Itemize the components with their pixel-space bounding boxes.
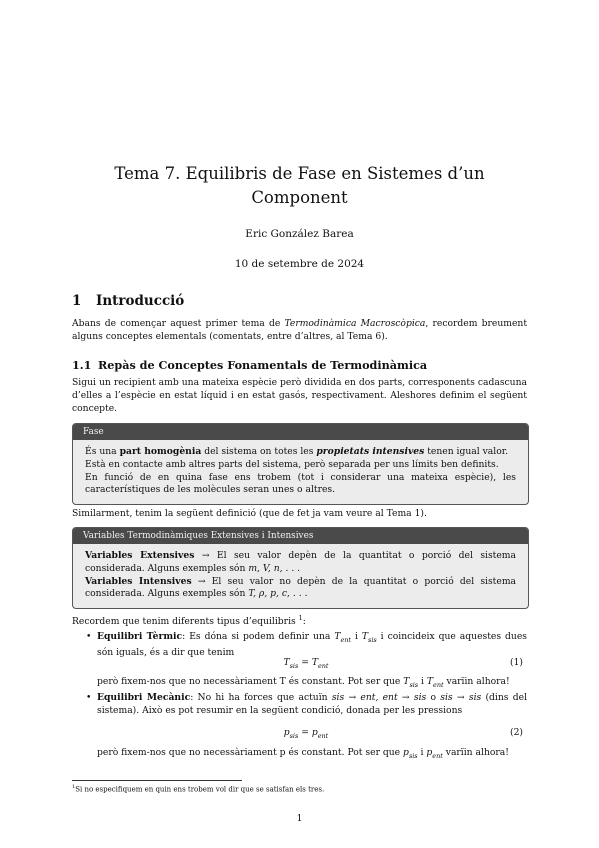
- math-sub: ent: [317, 661, 329, 670]
- math-sub: ent: [433, 680, 444, 689]
- paragraph-recordem: [72, 612, 527, 629]
- equals: =: [298, 657, 312, 668]
- equation-number: (2): [510, 727, 524, 738]
- bullet-dot: •: [86, 631, 92, 642]
- math-sub: ent: [432, 751, 443, 760]
- math-text: T: [334, 631, 341, 642]
- box-line-extensive: [85, 550, 516, 576]
- text: i: [417, 747, 427, 758]
- text: i: [351, 631, 362, 642]
- text: És una: [85, 446, 120, 457]
- text: (dins del sistema). Això es pot resumir en la següent condició, donada per les pressions: [97, 692, 528, 716]
- math-text: T: [311, 657, 318, 668]
- text: Abans de començar aquest primer tema de: [72, 318, 285, 329]
- box-line: Està en contacte amb altres parts del sistema, però separada per uns límits ben definits.: [85, 458, 499, 470]
- bold-text: Variables Extensives: [85, 550, 195, 561]
- box-line: En funció de en quina fase ens trobem (tot i considerar una mateixa espècie), les característiques de les molècules seran unes o altres.: [85, 471, 516, 496]
- equation-number: (1): [510, 657, 524, 668]
- text: varïin alhora!: [442, 747, 509, 758]
- section-title: Introducció: [96, 293, 185, 309]
- math-sub: ent: [317, 731, 329, 740]
- footnote-mark: 1: [72, 784, 76, 790]
- subsection-heading: [72, 358, 427, 372]
- text: . . .: [282, 562, 301, 574]
- text: Recordem que tenim diferents tipus d’equilibris: [72, 616, 299, 628]
- text: però fixem-nos que no necessàriament T és constant. Pot ser que: [97, 676, 404, 687]
- math-text: sis → ent, ent → sis: [331, 692, 427, 703]
- math-text: p: [403, 747, 409, 758]
- math-text: sis → sis: [440, 692, 482, 703]
- box-body: [73, 544, 528, 607]
- page-number: 1: [296, 813, 303, 824]
- bullet-equilibri-mecanic: [97, 692, 527, 718]
- bold-italic-text: propietats intensives: [316, 446, 425, 457]
- footnote-rule: [72, 780, 242, 781]
- text: varïin alhora!: [443, 676, 510, 687]
- text: : No hi ha forces que actuïn: [190, 692, 332, 703]
- text: però fixem-nos que no necessàriament p és constant. Pot ser que: [97, 747, 404, 758]
- text: i: [418, 676, 427, 687]
- text: El seu valor depèn de la quantitat o porció del sistema considerada. Alguns exemples són: [85, 550, 517, 574]
- bullet-1-followup: [97, 676, 527, 692]
- section-heading: [72, 293, 184, 309]
- equation-2: [266, 727, 346, 740]
- math-sub: ent: [340, 635, 352, 644]
- bullet-equilibri-termic: [97, 631, 527, 659]
- date: 10 de setembre de 2024: [234, 258, 365, 270]
- bullet-dot: •: [86, 692, 92, 703]
- math-text: T: [361, 631, 369, 642]
- math-text: m, V, n,: [248, 562, 283, 574]
- text: del sistema on totes les: [201, 446, 317, 457]
- box-line: [85, 446, 516, 459]
- title-line-1: Tema 7. Equilibris de Fase en Sistemes d’un: [114, 164, 485, 183]
- math-sub: sis: [408, 751, 418, 760]
- text: i coincideix que aquestes dues són iguals, és a dir que tenim: [97, 631, 527, 658]
- math-text: p: [311, 727, 318, 738]
- equation-1: [266, 657, 346, 670]
- text: :: [302, 616, 306, 628]
- section-number: 1: [72, 293, 82, 309]
- box-header: Variables Termodinàmiques Extensives i Intensives: [73, 528, 528, 544]
- math-text: T, ρ, p, c,: [248, 588, 290, 600]
- math-sub: sis: [409, 680, 419, 689]
- title-line-2: Component: [251, 188, 348, 207]
- text: , recordem breument alguns conceptes elementals (comentats, entre d’altres, al Tema 6).: [72, 318, 528, 342]
- arrow: →: [201, 550, 210, 561]
- bold-text: part homogènia: [119, 446, 202, 457]
- bullet-2-followup: [97, 747, 527, 763]
- footnote-text: Si no especifiquem en quin ens trobem vol dir que se satisfan els tres.: [75, 785, 325, 794]
- math-text: T: [403, 676, 410, 687]
- footnote-mark: 1: [298, 614, 303, 622]
- math-text: p: [426, 747, 433, 758]
- text: tenen igual valor.: [424, 446, 509, 457]
- definition-box-variables: [72, 527, 529, 609]
- box-header: Fase: [73, 424, 528, 440]
- text: El seu valor no depèn de la quantitat o porció del sistema considerada. Alguns exemples són: [85, 575, 517, 600]
- math-text: T: [426, 676, 434, 687]
- paragraph-similar: Similarment, tenim la següent definició (que de fet ja vam veure al Tema 1).: [72, 508, 427, 519]
- footnote: [72, 784, 324, 793]
- bold-text: Equilibri Tèrmic: [97, 631, 183, 642]
- subsection-number: 1.1: [72, 358, 92, 372]
- definition-box-fase: [72, 423, 529, 505]
- bold-text: Equilibri Mecànic: [97, 692, 191, 703]
- box-body: [73, 440, 528, 503]
- document-title: [60, 162, 539, 210]
- text: : Es dóna si podem definir una: [182, 631, 335, 642]
- author: Eric González Barea: [245, 228, 354, 240]
- subsection-title: Repàs de Conceptes Fonamentals de Termodinàmica: [98, 358, 428, 372]
- math-sub: sis: [289, 731, 299, 740]
- box-line-intensive: [85, 576, 516, 602]
- math-text: T: [283, 657, 290, 668]
- equals: =: [298, 727, 312, 738]
- math-sub: sis: [289, 661, 299, 670]
- italic-text: Termodinàmica Macroscòpica: [284, 318, 426, 329]
- arrow: →: [197, 575, 206, 587]
- subsection-paragraph: Sigui un recipient amb una mateixa espècie però dividida en dos parts, corresponents cadascuna d’elles a l’espècie en estat líquid i en estat gasós, respectivament. Aleshores definim el següent concepte.: [72, 377, 527, 414]
- text: o: [426, 692, 441, 703]
- math-sub: sis: [368, 635, 377, 644]
- math-text: p: [283, 727, 290, 738]
- bold-text: Variables Intensives: [85, 575, 192, 587]
- intro-paragraph: [72, 318, 527, 344]
- text: . . .: [289, 588, 308, 600]
